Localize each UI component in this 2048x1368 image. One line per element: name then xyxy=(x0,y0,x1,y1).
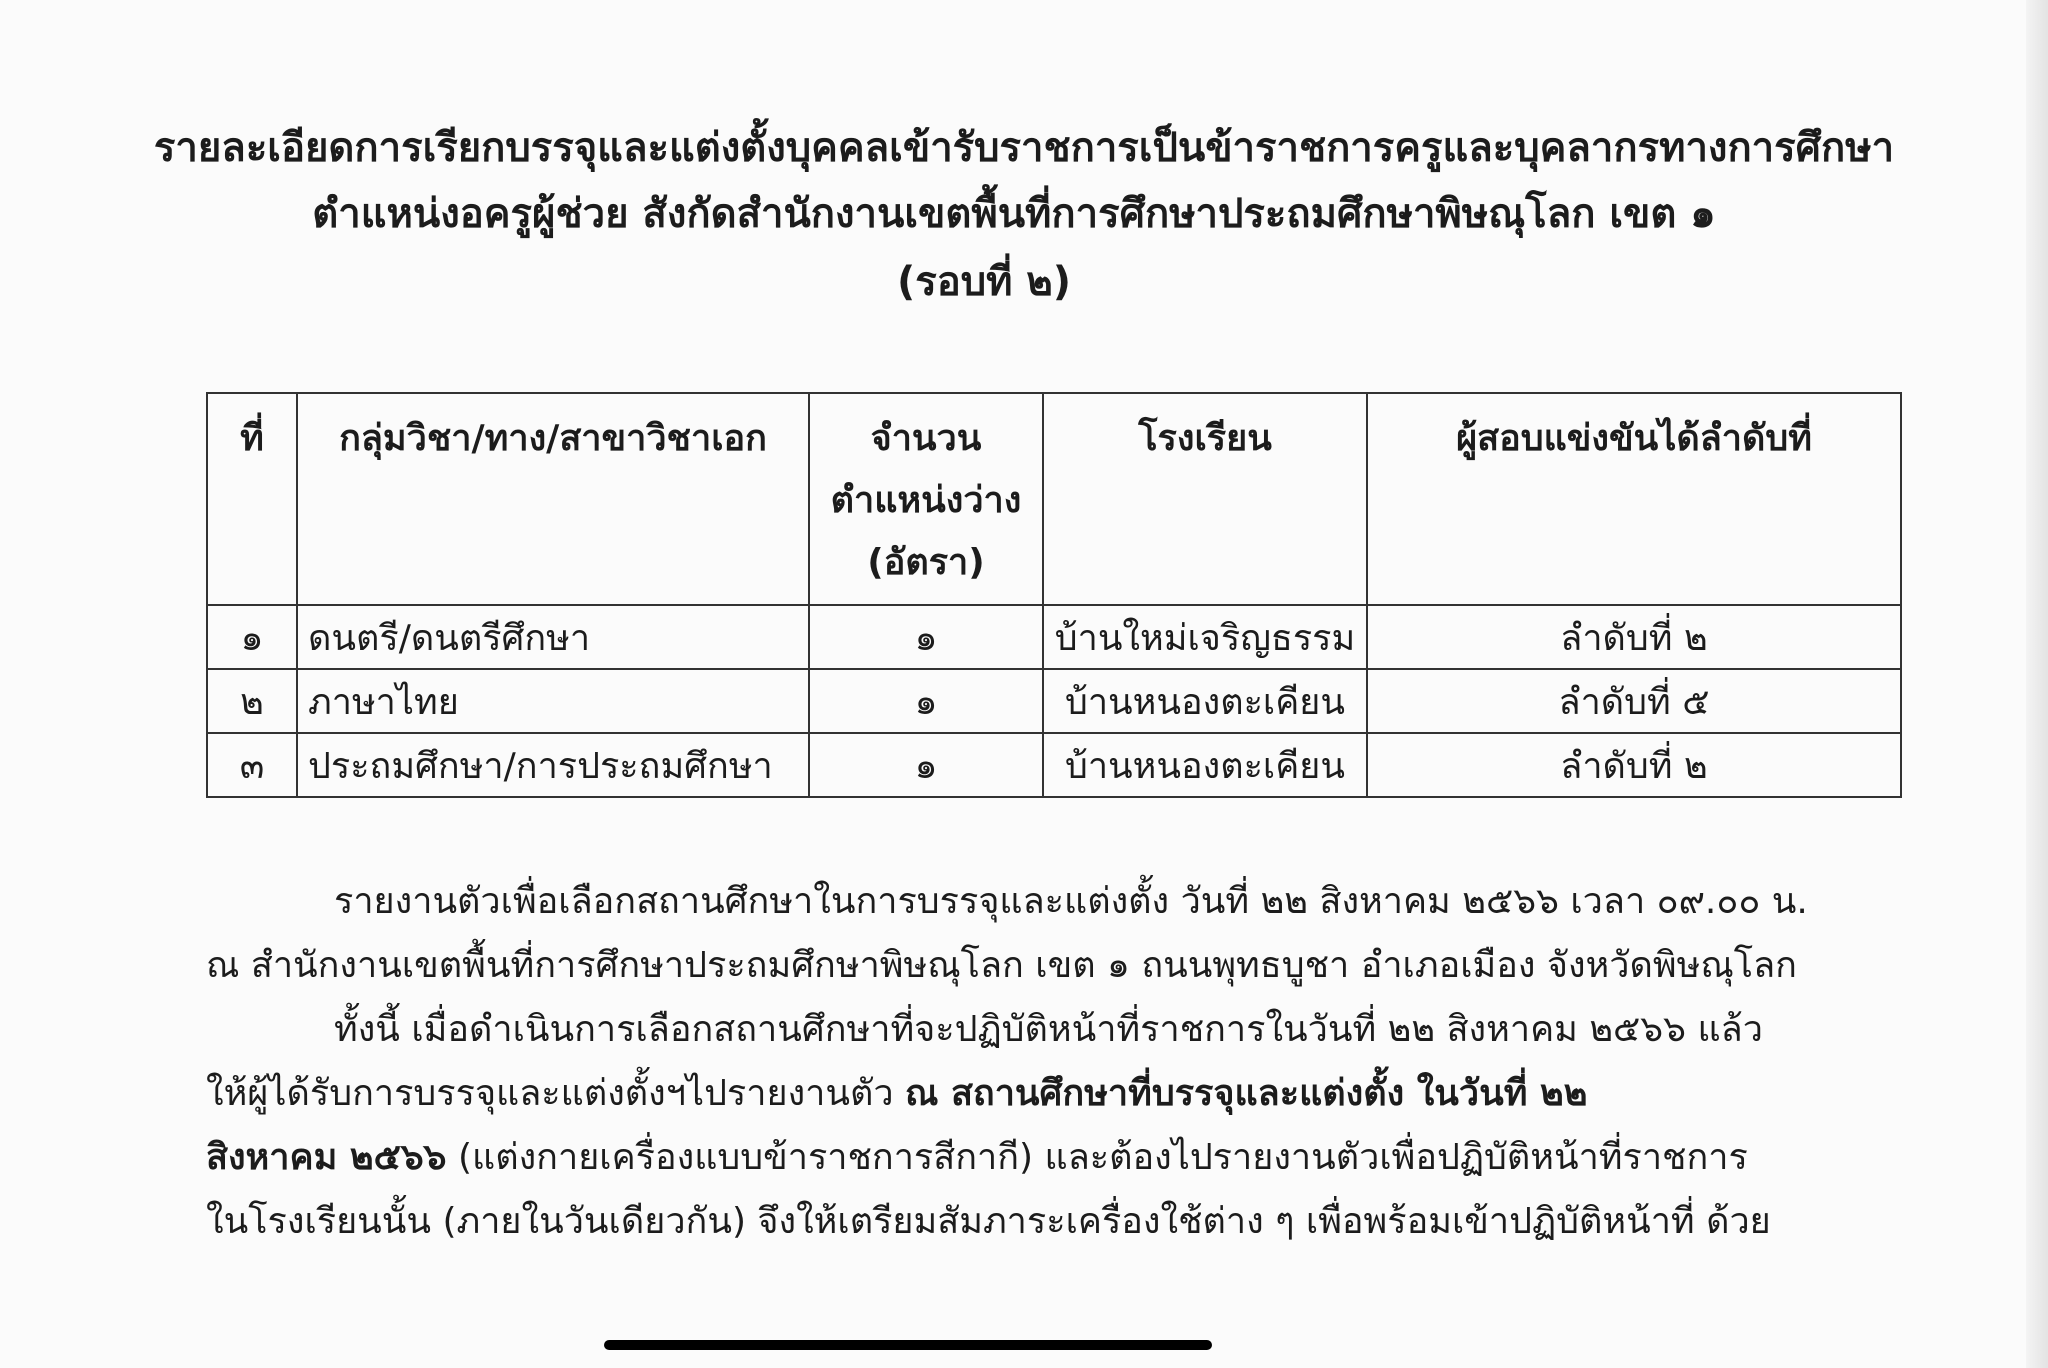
instruction-bold-text: ณ สถานศึกษาที่บรรจุและแต่งตั้ง ในวันที่ ๒๒ xyxy=(905,1073,1588,1114)
header-rank: ผู้สอบแข่งขันได้ลำดับที่ xyxy=(1367,393,1901,605)
instruction-bold-date: สิงหาคม ๒๕๖๖ xyxy=(206,1137,447,1178)
cell-subject: ภาษาไทย xyxy=(297,669,809,733)
table-row xyxy=(207,605,1901,669)
header-school: โรงเรียน xyxy=(1043,393,1367,605)
cell-rank: ลำดับที่ ๒ xyxy=(1367,605,1901,669)
cell-count: ๑ xyxy=(809,733,1043,797)
home-indicator-bar[interactable] xyxy=(604,1340,1212,1350)
cell-count: ๑ xyxy=(809,669,1043,733)
cell-rank: ลำดับที่ ๕ xyxy=(1367,669,1901,733)
vacancy-table xyxy=(206,392,1902,798)
report-line-1: รายงานตัวเพื่อเลือกสถานศึกษาในการบรรจุและแต่งตั้ง วันที่ ๒๒ สิงหาคม ๒๕๖๖ เวลา ๐๙.๐๐ น. xyxy=(334,881,1808,922)
table-row xyxy=(207,669,1901,733)
instruction-paragraph xyxy=(206,998,1786,1254)
report-line-2: ณ สำนักงานเขตพื้นที่การศึกษาประถมศึกษาพิษณุโลก เขต ๑ ถนนพุทธบูชา อำเภอเมือง จังหวัดพิษณุโลก xyxy=(206,945,1797,986)
cell-count: ๑ xyxy=(809,605,1043,669)
cell-subject: ดนตรี/ดนตรีศึกษา xyxy=(297,605,809,669)
heading-line-1: รายละเอียดการเรียกบรรจุและแต่งตั้งบุคคลเข้ารับราชการเป็นข้าราชการครูและบุคลากรทางการศึกษา xyxy=(153,125,1895,171)
cell-school: บ้านใหม่เจริญธรรม xyxy=(1043,605,1367,669)
cell-no: ๑ xyxy=(207,605,297,669)
cell-no: ๓ xyxy=(207,733,297,797)
instruction-text: (แต่งกายเครื่องแบบข้าราชการสีกากี) และต้องไปรายงานตัวเพื่อปฏิบัติหน้าที่ราชการ xyxy=(446,1137,1748,1178)
table-header-row xyxy=(207,393,1901,605)
heading-line-3: (รอบที่ ๒) xyxy=(896,259,1072,305)
cell-subject: ประถมศึกษา/การประถมศึกษา xyxy=(297,733,809,797)
header-no: ที่ xyxy=(207,393,297,605)
table-row xyxy=(207,733,1901,797)
instruction-line-2 xyxy=(206,1062,1786,1126)
report-paragraph xyxy=(206,870,1808,998)
cell-rank: ลำดับที่ ๒ xyxy=(1367,733,1901,797)
instruction-line-3 xyxy=(206,1126,1786,1190)
header-count-line-1: จำนวน xyxy=(870,418,982,459)
header-subject: กลุ่มวิชา/ทาง/สาขาวิชาเอก xyxy=(297,393,809,605)
header-count-line-2: ตำแหน่งว่าง xyxy=(830,480,1022,521)
header-count-line-3: (อัตรา) xyxy=(867,542,985,583)
header-vacancy-count xyxy=(809,393,1043,605)
cell-no: ๒ xyxy=(207,669,297,733)
instruction-line-4: ในโรงเรียนนั้น (ภายในวันเดียวกัน) จึงให้เตรียมสัมภาระเครื่องใช้ต่าง ๆ เพื่อพร้อมเข้าปฏิบัติหน้าที่ ด้วย xyxy=(206,1201,1771,1242)
instruction-text: ให้ผู้ได้รับการบรรจุและแต่งตั้งฯไปรายงานตัว xyxy=(206,1073,906,1114)
instruction-line-1: ทั้งนี้ เมื่อดำเนินการเลือกสถานศึกษาที่จะปฏิบัติหน้าที่ราชการในวันที่ ๒๒ สิงหาคม ๒๕๖๖ แล้ว xyxy=(334,1009,1763,1050)
cell-school: บ้านหนองตะเคียน xyxy=(1043,669,1367,733)
heading-line-2: ตำแหน่งอครูผู้ช่วย สังกัดสำนักงานเขตพื้นที่การศึกษาประถมศึกษาพิษณุโลก เขต ๑ xyxy=(312,191,1716,237)
cell-school: บ้านหนองตะเคียน xyxy=(1043,733,1367,797)
